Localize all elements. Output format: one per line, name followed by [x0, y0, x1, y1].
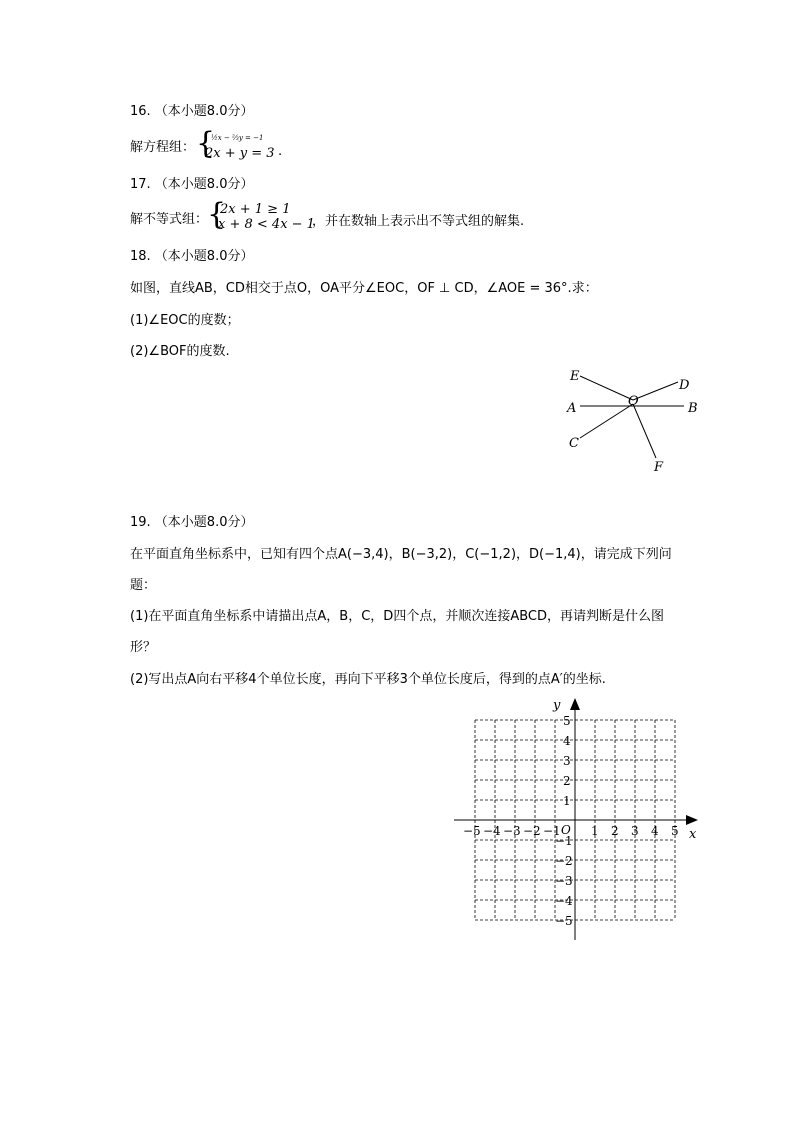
- label-a: A: [567, 401, 577, 416]
- label-f: F: [654, 460, 664, 475]
- y-tick-label: 2: [563, 774, 571, 788]
- x-tick-label: −4: [483, 824, 501, 838]
- q17-ineq2: x + 8 < 4x − 1: [218, 217, 315, 232]
- q17-header: 17. （本小题8.0分）: [130, 177, 254, 192]
- x-tick-label: 2: [611, 824, 619, 838]
- q16-suffix: .: [278, 144, 283, 159]
- label-c: C: [569, 436, 579, 451]
- x-axis-label: x: [689, 827, 697, 842]
- x-tick-label: 1: [591, 824, 599, 838]
- q17-brace: {: [207, 197, 227, 232]
- y-tick-label: −5: [555, 914, 573, 928]
- q16-prefix: 解方程组：: [130, 140, 196, 155]
- y-tick-label: 1: [563, 794, 571, 808]
- x-axis-arrow: [686, 815, 698, 825]
- y-tick-label: −1: [555, 834, 573, 848]
- y-tick-label: −2: [555, 854, 573, 868]
- x-tick-label: −2: [523, 824, 541, 838]
- y-tick-label: −4: [555, 894, 573, 908]
- q17-prefix: 解不等式组：: [130, 212, 209, 227]
- y-axis-label: y: [553, 698, 561, 713]
- q18-intro: 如图，直线AB，CD相交于点O，OA平分∠EOC，OF ⊥ CD，∠AOE = 36°.求：: [130, 281, 598, 296]
- ray-of: [633, 404, 656, 458]
- label-e: E: [570, 369, 580, 384]
- q19-intro-line2: 题：: [130, 578, 157, 593]
- q19-intro-line1: 在平面直角坐标系中，已知有四个点A(−3,4)，B(−3,2)，C(−1,2)，D(−1,4)，请完成下列问: [130, 547, 672, 562]
- label-o: O: [628, 394, 639, 409]
- q17-suffix: ，并在数轴上表示出不等式组的解集.: [312, 214, 525, 229]
- y-tick-label: 4: [563, 734, 571, 748]
- q18-part1: (1)∠EOC的度数；: [130, 313, 240, 328]
- x-tick-label: 4: [651, 824, 659, 838]
- q16-eq2: 2x + y = 3: [205, 146, 275, 161]
- q18-figure: [560, 362, 710, 482]
- x-tick-label: −5: [463, 824, 481, 838]
- q16-eq1: ½x − ⅔y = −1: [211, 134, 264, 142]
- q16-brace: {: [196, 126, 216, 161]
- ray-oc: [580, 404, 633, 438]
- y-tick-label: 3: [563, 754, 571, 768]
- y-tick-label: −3: [555, 874, 573, 888]
- x-tick-label: −1: [543, 824, 561, 838]
- y-tick-label: 5: [563, 714, 571, 728]
- coordinate-grid: [440, 694, 710, 944]
- x-tick-label: 3: [631, 824, 639, 838]
- q19-part1-line1: (1)在平面直角坐标系中请描出点A，B，C，D四个点，并顺次连接ABCD，再请判断是什么图: [130, 609, 664, 624]
- q18-header: 18. （本小题8.0分）: [130, 249, 254, 264]
- q19-part2: (2)写出点A向右平移4个单位长度，再向下平移3个单位长度后，得到的点A′的坐标.: [130, 672, 606, 687]
- q18-part2: (2)∠BOF的度数.: [130, 344, 230, 359]
- label-d: D: [679, 378, 690, 393]
- x-tick-label: −3: [503, 824, 521, 838]
- label-b: B: [688, 401, 698, 416]
- x-tick-label: 5: [671, 824, 679, 838]
- q19-header: 19. （本小题8.0分）: [130, 515, 254, 530]
- ray-oe: [580, 376, 633, 400]
- q19-part1-line2: 形？: [130, 640, 157, 655]
- ray-od: [633, 382, 678, 400]
- y-axis-arrow: [570, 698, 580, 710]
- origin-label: O: [561, 823, 571, 837]
- q17-ineq1: 2x + 1 ≥ 1: [220, 202, 291, 217]
- q16-header: 16. （本小题8.0分）: [130, 104, 254, 119]
